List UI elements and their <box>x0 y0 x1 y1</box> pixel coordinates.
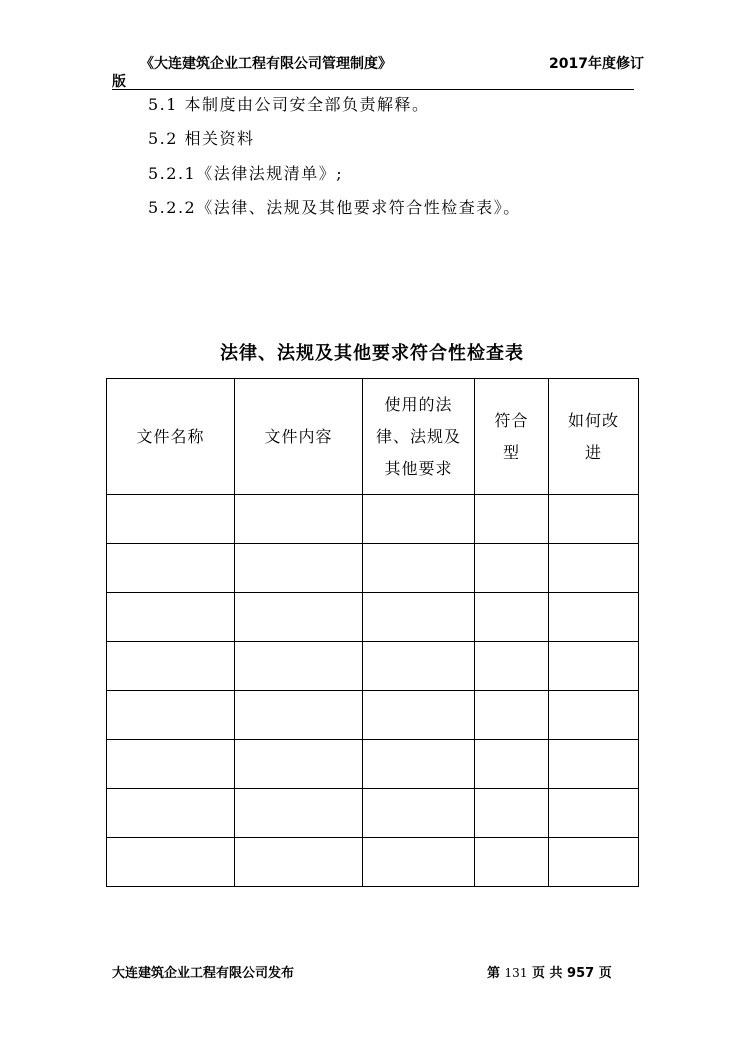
table-cell <box>235 642 363 691</box>
table-cell <box>107 789 235 838</box>
footer-page-info <box>487 962 612 981</box>
table-cell <box>363 642 475 691</box>
table-cell <box>549 495 639 544</box>
table-cell <box>475 789 549 838</box>
paragraph-5-2-1: 5.2.1《法律法规清单》; <box>148 164 344 183</box>
table-row <box>107 691 639 740</box>
column-header-compliance: 符合型 <box>475 379 549 495</box>
table-cell <box>363 838 475 887</box>
table-cell <box>475 740 549 789</box>
table-cell <box>475 691 549 740</box>
header-document-title: 《大连建筑企业工程有限公司管理制度》 <box>140 56 392 72</box>
table-cell <box>363 740 475 789</box>
table-cell <box>363 495 475 544</box>
footer-publisher: 大连建筑企业工程有限公司发布 <box>112 966 295 981</box>
column-header-file-name: 文件名称 <box>107 379 235 495</box>
table-cell <box>549 544 639 593</box>
table-cell <box>107 544 235 593</box>
footer-page-suffix: 页 <box>598 966 612 981</box>
table-cell <box>107 691 235 740</box>
table-cell <box>107 740 235 789</box>
table-cell <box>363 544 475 593</box>
column-header-improvement: 如何改进 <box>549 379 639 495</box>
table-cell <box>475 544 549 593</box>
table-row <box>107 642 639 691</box>
table-row <box>107 789 639 838</box>
footer-page-prefix: 第 <box>487 966 501 981</box>
table-cell <box>549 593 639 642</box>
table-cell <box>107 642 235 691</box>
header-edition-wrap: 版 <box>112 74 126 90</box>
table-cell <box>107 593 235 642</box>
table-cell <box>549 642 639 691</box>
table-row <box>107 740 639 789</box>
paragraph-5-2-2: 5.2.2《法律、法规及其他要求符合性检查表》。 <box>148 198 521 217</box>
column-header-applicable-laws: 使用的法律、法规及其他要求 <box>363 379 475 495</box>
header-divider <box>112 89 634 90</box>
table-cell <box>549 838 639 887</box>
table-title: 法律、法规及其他要求符合性检查表 <box>220 343 524 364</box>
footer-page-middle: 页 共 <box>531 966 563 981</box>
header-edition: 2017年度修订 <box>549 56 644 72</box>
compliance-check-table <box>106 378 639 887</box>
footer-page-number: 131 <box>504 966 528 980</box>
table-row <box>107 593 639 642</box>
table-cell <box>475 495 549 544</box>
table-cell <box>549 691 639 740</box>
table-cell <box>235 593 363 642</box>
table-cell <box>363 691 475 740</box>
table-header-row <box>107 379 639 495</box>
paragraph-5-1: 5.1 本制度由公司安全部负责解释。 <box>148 95 430 114</box>
table-cell <box>549 740 639 789</box>
footer-total-pages: 957 <box>567 966 595 981</box>
table-cell <box>363 593 475 642</box>
table-cell <box>475 642 549 691</box>
paragraph-5-2: 5.2 相关资料 <box>148 129 255 148</box>
table-row <box>107 495 639 544</box>
table-cell <box>549 789 639 838</box>
table-cell <box>107 838 235 887</box>
table-row <box>107 544 639 593</box>
table-cell <box>235 740 363 789</box>
column-header-file-content: 文件内容 <box>235 379 363 495</box>
table-cell <box>107 495 235 544</box>
table-cell <box>363 789 475 838</box>
table-cell <box>235 838 363 887</box>
table-cell <box>475 593 549 642</box>
table-cell <box>235 691 363 740</box>
table-cell <box>235 544 363 593</box>
table-cell <box>235 789 363 838</box>
table-cell <box>235 495 363 544</box>
table-cell <box>475 838 549 887</box>
table-row <box>107 838 639 887</box>
